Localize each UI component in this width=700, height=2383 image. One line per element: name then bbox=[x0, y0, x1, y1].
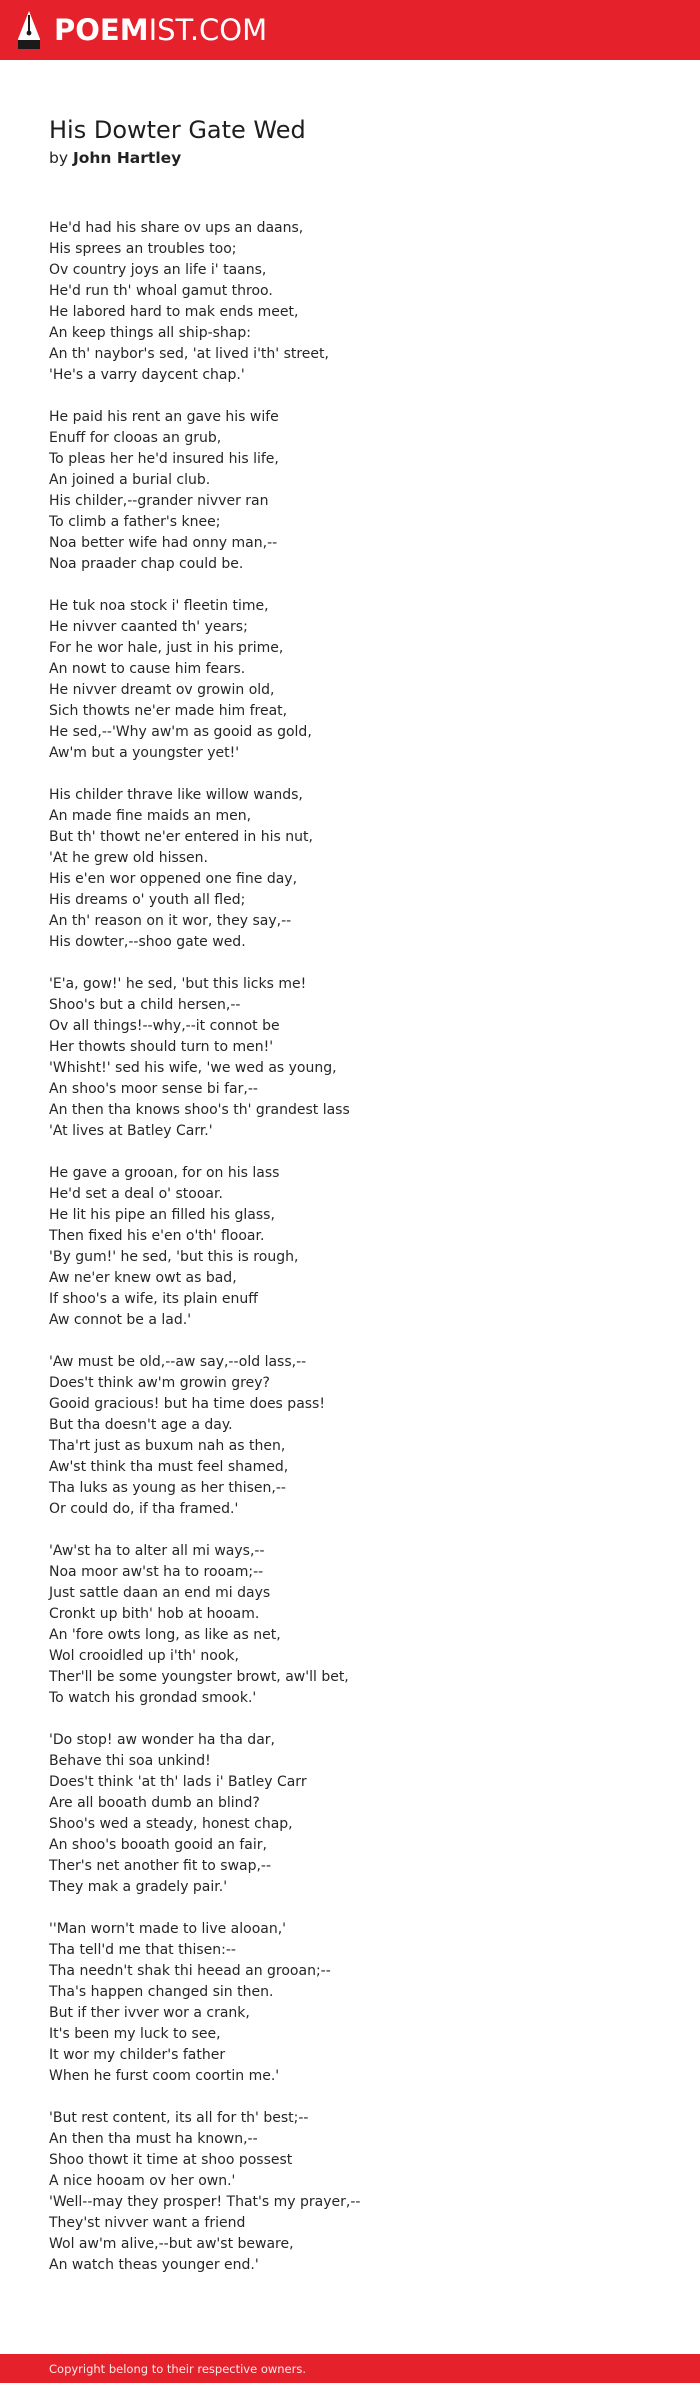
poem-line: It wor my childer's father bbox=[49, 2047, 226, 2063]
poem-line: Aw connot be a lad.' bbox=[49, 1312, 192, 1328]
poem-line: ''Man worn't made to live alooan,' bbox=[49, 1921, 287, 1937]
poem-line: An shoo's booath gooid an fair, bbox=[49, 1837, 267, 1853]
poem-line: Tha luks as young as her thisen,-- bbox=[49, 1480, 286, 1496]
poem-line: An keep things all ship-shap: bbox=[49, 325, 251, 341]
poem-line: Shoo's wed a steady, honest chap, bbox=[49, 1816, 293, 1832]
poem-line: An th' reason on it wor, they say,-- bbox=[49, 913, 292, 929]
poem-stanza bbox=[49, 1163, 669, 1331]
poem-byline bbox=[49, 146, 181, 170]
poem-line: He tuk noa stock i' fleetin time, bbox=[49, 598, 269, 614]
poem-line: His childer,--grander nivver ran bbox=[49, 493, 269, 509]
poem-line: 'At he grew old hissen. bbox=[49, 850, 208, 866]
brand-name-light: IST.COM bbox=[148, 13, 268, 47]
poem-line: Ov country joys an life i' taans, bbox=[49, 262, 267, 278]
poem-line: He'd had his share ov ups an daans, bbox=[49, 220, 304, 236]
poem-line: An then tha knows shoo's th' grandest lass bbox=[49, 1102, 350, 1118]
site-logo-link[interactable] bbox=[16, 9, 267, 51]
poem-line: 'Aw'st ha to alter all mi ways,-- bbox=[49, 1543, 265, 1559]
poem-line: Sich thowts ne'er made him freat, bbox=[49, 703, 288, 719]
poem-line: Noa praader chap could be. bbox=[49, 556, 244, 572]
poem-line: Are all booath dumb an blind? bbox=[49, 1795, 260, 1811]
poem-line: An th' naybor's sed, 'at lived i'th' street, bbox=[49, 346, 329, 362]
poem-line: Wol crooidled up i'th' nook, bbox=[49, 1648, 239, 1664]
poem-line: 'He's a varry daycent chap.' bbox=[49, 367, 245, 383]
poem-line: When he furst coom coortin me.' bbox=[49, 2068, 280, 2084]
poem-title: His Dowter Gate Wed bbox=[49, 116, 306, 144]
poem-line: To watch his grondad smook.' bbox=[49, 1690, 257, 1706]
poem-line: Does't think 'at th' lads i' Batley Carr bbox=[49, 1774, 307, 1790]
byline-prefix: by bbox=[49, 149, 69, 167]
poem-line: Gooid gracious! but ha time does pass! bbox=[49, 1396, 325, 1412]
poem-line: To climb a father's knee; bbox=[49, 514, 221, 530]
poem-line: 'At lives at Batley Carr.' bbox=[49, 1123, 213, 1139]
poem-line: For he wor hale, just in his prime, bbox=[49, 640, 284, 656]
poem-body bbox=[49, 218, 669, 2297]
poem-stanza bbox=[49, 2108, 669, 2276]
poem-line: He nivver caanted th' years; bbox=[49, 619, 248, 635]
poem-line: 'Well--may they prosper! That's my prayer,-- bbox=[49, 2194, 361, 2210]
poem-line: 'Do stop! aw wonder ha tha dar, bbox=[49, 1732, 275, 1748]
poem-line: Wol aw'm alive,--but aw'st beware, bbox=[49, 2236, 294, 2252]
poem-stanza bbox=[49, 785, 669, 953]
poem-line: An 'fore owts long, as like as net, bbox=[49, 1627, 281, 1643]
poem-line: He paid his rent an gave his wife bbox=[49, 409, 279, 425]
poem-line: An joined a burial club. bbox=[49, 472, 211, 488]
poem-line: It's been my luck to see, bbox=[49, 2026, 221, 2042]
poem-line: Her thowts should turn to men!' bbox=[49, 1039, 274, 1055]
poem-line: He labored hard to mak ends meet, bbox=[49, 304, 299, 320]
poem-line: An made fine maids an men, bbox=[49, 808, 252, 824]
poem-line: He lit his pipe an filled his glass, bbox=[49, 1207, 275, 1223]
poem-line: Tha's happen changed sin then. bbox=[49, 1984, 274, 2000]
poem-line: Shoo thowt it time at shoo possest bbox=[49, 2152, 293, 2168]
poem-line: Does't think aw'm growin grey? bbox=[49, 1375, 270, 1391]
site-footer bbox=[0, 2354, 700, 2383]
poem-line: Or could do, if tha framed.' bbox=[49, 1501, 239, 1517]
poem-line: 'E'a, gow!' he sed, 'but this licks me! bbox=[49, 976, 307, 992]
poem-line: 'By gum!' he sed, 'but this is rough, bbox=[49, 1249, 299, 1265]
poem-line: Tha tell'd me that thisen:-- bbox=[49, 1942, 236, 1958]
poem-stanza bbox=[49, 218, 669, 386]
poem-line: Cronkt up bith' hob at hooam. bbox=[49, 1606, 260, 1622]
poem-line: But if ther ivver wor a crank, bbox=[49, 2005, 250, 2021]
poem-line: 'Whisht!' sed his wife, 'we wed as young, bbox=[49, 1060, 337, 1076]
poem-line: Then fixed his e'en o'th' flooar. bbox=[49, 1228, 265, 1244]
poem-line: A nice hooam ov her own.' bbox=[49, 2173, 236, 2189]
poem-line: They'st nivver want a friend bbox=[49, 2215, 246, 2231]
poem-line: His sprees an troubles too; bbox=[49, 241, 237, 257]
poem-line: 'But rest content, its all for th' best;-- bbox=[49, 2110, 309, 2126]
poem-line: Ther's net another fit to swap,-- bbox=[49, 1858, 272, 1874]
poem-line: An shoo's moor sense bi far,-- bbox=[49, 1081, 258, 1097]
poem-line: Noa moor aw'st ha to rooam;-- bbox=[49, 1564, 264, 1580]
poem-line: He'd set a deal o' stooar. bbox=[49, 1186, 223, 1202]
poem-line: He sed,--'Why aw'm as gooid as gold, bbox=[49, 724, 312, 740]
poem-line: Enuff for clooas an grub, bbox=[49, 430, 222, 446]
poem-stanza bbox=[49, 974, 669, 1142]
poem-line: An watch theas younger end.' bbox=[49, 2257, 259, 2273]
poem-line: To pleas her he'd insured his life, bbox=[49, 451, 279, 467]
poem-line: His childer thrave like willow wands, bbox=[49, 787, 303, 803]
poem-line: Tha'rt just as buxum nah as then, bbox=[49, 1438, 286, 1454]
poem-line: But th' thowt ne'er entered in his nut, bbox=[49, 829, 313, 845]
brand-name-bold: POEM bbox=[54, 13, 149, 47]
poem-stanza bbox=[49, 407, 669, 575]
copyright-notice: Copyright belong to their respective owners. bbox=[49, 2362, 307, 2376]
brand-name bbox=[54, 9, 267, 51]
poem-line: He gave a grooan, for on his lass bbox=[49, 1165, 280, 1181]
poem-line: His dowter,--shoo gate wed. bbox=[49, 934, 246, 950]
author-name: John Hartley bbox=[72, 149, 182, 167]
poem-line: 'Aw must be old,--aw say,--old lass,-- bbox=[49, 1354, 307, 1370]
poem-line: Noa better wife had onny man,-- bbox=[49, 535, 278, 551]
poem-line: Aw'm but a youngster yet!' bbox=[49, 745, 240, 761]
poem-stanza bbox=[49, 1919, 669, 2087]
poem-line: An nowt to cause him fears. bbox=[49, 661, 246, 677]
poem-stanza bbox=[49, 1730, 669, 1898]
poem-line: His dreams o' youth all fled; bbox=[49, 892, 246, 908]
poem-line: An then tha must ha known,-- bbox=[49, 2131, 258, 2147]
poem-line: They mak a gradely pair.' bbox=[49, 1879, 228, 1895]
site-header bbox=[0, 0, 700, 60]
pen-nib-icon bbox=[16, 9, 42, 51]
poem-line: Behave thi soa unkind! bbox=[49, 1753, 211, 1769]
poem-line: He'd run th' whoal gamut throo. bbox=[49, 283, 273, 299]
poem-line: Aw ne'er knew owt as bad, bbox=[49, 1270, 237, 1286]
poem-line: Ov all things!--why,--it connot be bbox=[49, 1018, 280, 1034]
poem-line: His e'en wor oppened one fine day, bbox=[49, 871, 298, 887]
poem-line: Tha needn't shak thi heead an grooan;-- bbox=[49, 1963, 331, 1979]
poem-line: If shoo's a wife, its plain enuff bbox=[49, 1291, 258, 1307]
poem-line: Aw'st think tha must feel shamed, bbox=[49, 1459, 289, 1475]
poem-line: He nivver dreamt ov growin old, bbox=[49, 682, 275, 698]
poem-stanza bbox=[49, 1352, 669, 1520]
poem-stanza bbox=[49, 1541, 669, 1709]
poem-line: Ther'll be some youngster browt, aw'll bet, bbox=[49, 1669, 349, 1685]
poem-line: Shoo's but a child hersen,-- bbox=[49, 997, 241, 1013]
poem-line: Just sattle daan an end mi days bbox=[49, 1585, 271, 1601]
poem-line: But tha doesn't age a day. bbox=[49, 1417, 233, 1433]
poem-stanza bbox=[49, 596, 669, 764]
